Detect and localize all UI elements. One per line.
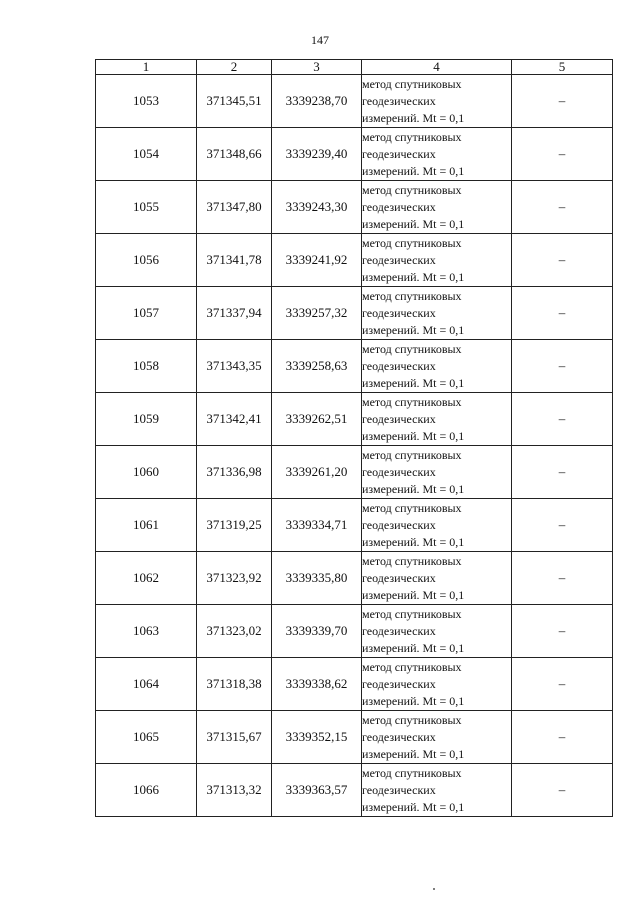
method-line: геодезических [362,358,436,373]
coord-y: 3339261,20 [272,446,362,499]
coord-x: 371336,98 [197,446,272,499]
point-number: 1058 [96,340,197,393]
method-line: измерений. Mt = 0,1 [362,322,465,337]
coord-x: 371319,25 [197,499,272,552]
table-row [96,711,613,764]
header-col-2: 2 [197,60,272,75]
method-cell [362,128,512,181]
method-line: метод спутниковых [362,76,462,91]
point-number: 1065 [96,711,197,764]
header-col-4: 4 [362,60,512,75]
table-row [96,234,613,287]
coord-y: 3339339,70 [272,605,362,658]
point-number: 1061 [96,499,197,552]
table-row [96,764,613,817]
table-row [96,552,613,605]
method-line: измерений. Mt = 0,1 [362,428,465,443]
method-line: метод спутниковых [362,659,462,674]
note-cell: – [512,446,613,499]
note-cell: – [512,658,613,711]
table-row [96,499,613,552]
method-line: метод спутниковых [362,235,462,250]
coord-y: 3339243,30 [272,181,362,234]
method-line: геодезических [362,93,436,108]
header-col-5: 5 [512,60,613,75]
method-line: геодезических [362,464,436,479]
method-line: геодезических [362,676,436,691]
method-line: метод спутниковых [362,341,462,356]
point-number: 1066 [96,764,197,817]
table-body [96,75,613,817]
point-number: 1057 [96,287,197,340]
header-col-1: 1 [96,60,197,75]
method-line: геодезических [362,305,436,320]
method-line: метод спутниковых [362,500,462,515]
note-cell: – [512,552,613,605]
page-number: 147 [311,33,329,47]
header-row [96,60,613,75]
coord-x: 371343,35 [197,340,272,393]
table-row [96,340,613,393]
coord-y: 3339262,51 [272,393,362,446]
coord-x: 371323,92 [197,552,272,605]
point-number: 1053 [96,75,197,128]
note-cell: – [512,128,613,181]
method-line: метод спутниковых [362,288,462,303]
coord-x: 371345,51 [197,75,272,128]
table-row [96,128,613,181]
method-line: измерений. Mt = 0,1 [362,481,465,496]
method-line: геодезических [362,623,436,638]
header-col-3: 3 [272,60,362,75]
method-line: метод спутниковых [362,182,462,197]
method-line: метод спутниковых [362,765,462,780]
point-number: 1062 [96,552,197,605]
coord-x: 371315,67 [197,711,272,764]
coord-y: 3339238,70 [272,75,362,128]
note-cell: – [512,340,613,393]
method-line: измерений. Mt = 0,1 [362,746,465,761]
method-cell [362,764,512,817]
note-cell: – [512,393,613,446]
method-line: измерений. Mt = 0,1 [362,799,465,814]
method-line: измерений. Mt = 0,1 [362,269,465,284]
coordinates-table [95,59,613,817]
method-cell [362,287,512,340]
table-row [96,75,613,128]
method-line: измерений. Mt = 0,1 [362,375,465,390]
point-number: 1055 [96,181,197,234]
note-cell: – [512,764,613,817]
note-cell: – [512,75,613,128]
method-cell [362,605,512,658]
point-number: 1063 [96,605,197,658]
note-cell: – [512,181,613,234]
point-number: 1059 [96,393,197,446]
point-number: 1060 [96,446,197,499]
method-line: метод спутниковых [362,129,462,144]
coord-x: 371341,78 [197,234,272,287]
method-line: геодезических [362,729,436,744]
point-number: 1064 [96,658,197,711]
coord-x: 371342,41 [197,393,272,446]
method-cell [362,75,512,128]
method-cell [362,393,512,446]
method-line: измерений. Mt = 0,1 [362,163,465,178]
coord-y: 3339239,40 [272,128,362,181]
method-line: измерений. Mt = 0,1 [362,693,465,708]
method-line: геодезических [362,252,436,267]
method-cell [362,234,512,287]
coord-y: 3339258,63 [272,340,362,393]
point-number: 1056 [96,234,197,287]
coord-x: 371323,02 [197,605,272,658]
method-line: метод спутниковых [362,606,462,621]
note-cell: – [512,605,613,658]
coord-x: 371337,94 [197,287,272,340]
method-cell [362,711,512,764]
coord-x: 371347,80 [197,181,272,234]
method-line: метод спутниковых [362,394,462,409]
method-line: геодезических [362,146,436,161]
coord-y: 3339363,57 [272,764,362,817]
method-cell [362,446,512,499]
method-line: измерений. Mt = 0,1 [362,640,465,655]
point-number: 1054 [96,128,197,181]
coord-x: 371348,66 [197,128,272,181]
method-cell [362,340,512,393]
method-line: метод спутниковых [362,712,462,727]
coord-x: 371313,32 [197,764,272,817]
method-line: измерений. Mt = 0,1 [362,587,465,602]
method-line: метод спутниковых [362,447,462,462]
method-line: геодезических [362,411,436,426]
table-row [96,605,613,658]
method-cell [362,181,512,234]
note-cell: – [512,711,613,764]
method-line: геодезических [362,570,436,585]
coord-y: 3339335,80 [272,552,362,605]
method-cell [362,499,512,552]
table-row [96,287,613,340]
table-row [96,446,613,499]
coord-y: 3339338,62 [272,658,362,711]
method-line: геодезических [362,782,436,797]
scan-speck [433,888,435,890]
coord-x: 371318,38 [197,658,272,711]
note-cell: – [512,499,613,552]
method-line: геодезических [362,517,436,532]
table-row [96,181,613,234]
coord-y: 3339257,32 [272,287,362,340]
method-line: метод спутниковых [362,553,462,568]
method-cell [362,552,512,605]
coord-y: 3339334,71 [272,499,362,552]
table-row [96,393,613,446]
method-line: геодезических [362,199,436,214]
method-line: измерений. Mt = 0,1 [362,216,465,231]
table-row [96,658,613,711]
method-cell [362,658,512,711]
coord-y: 3339241,92 [272,234,362,287]
method-line: измерений. Mt = 0,1 [362,534,465,549]
note-cell: – [512,287,613,340]
note-cell: – [512,234,613,287]
method-line: измерений. Mt = 0,1 [362,110,465,125]
coord-y: 3339352,15 [272,711,362,764]
